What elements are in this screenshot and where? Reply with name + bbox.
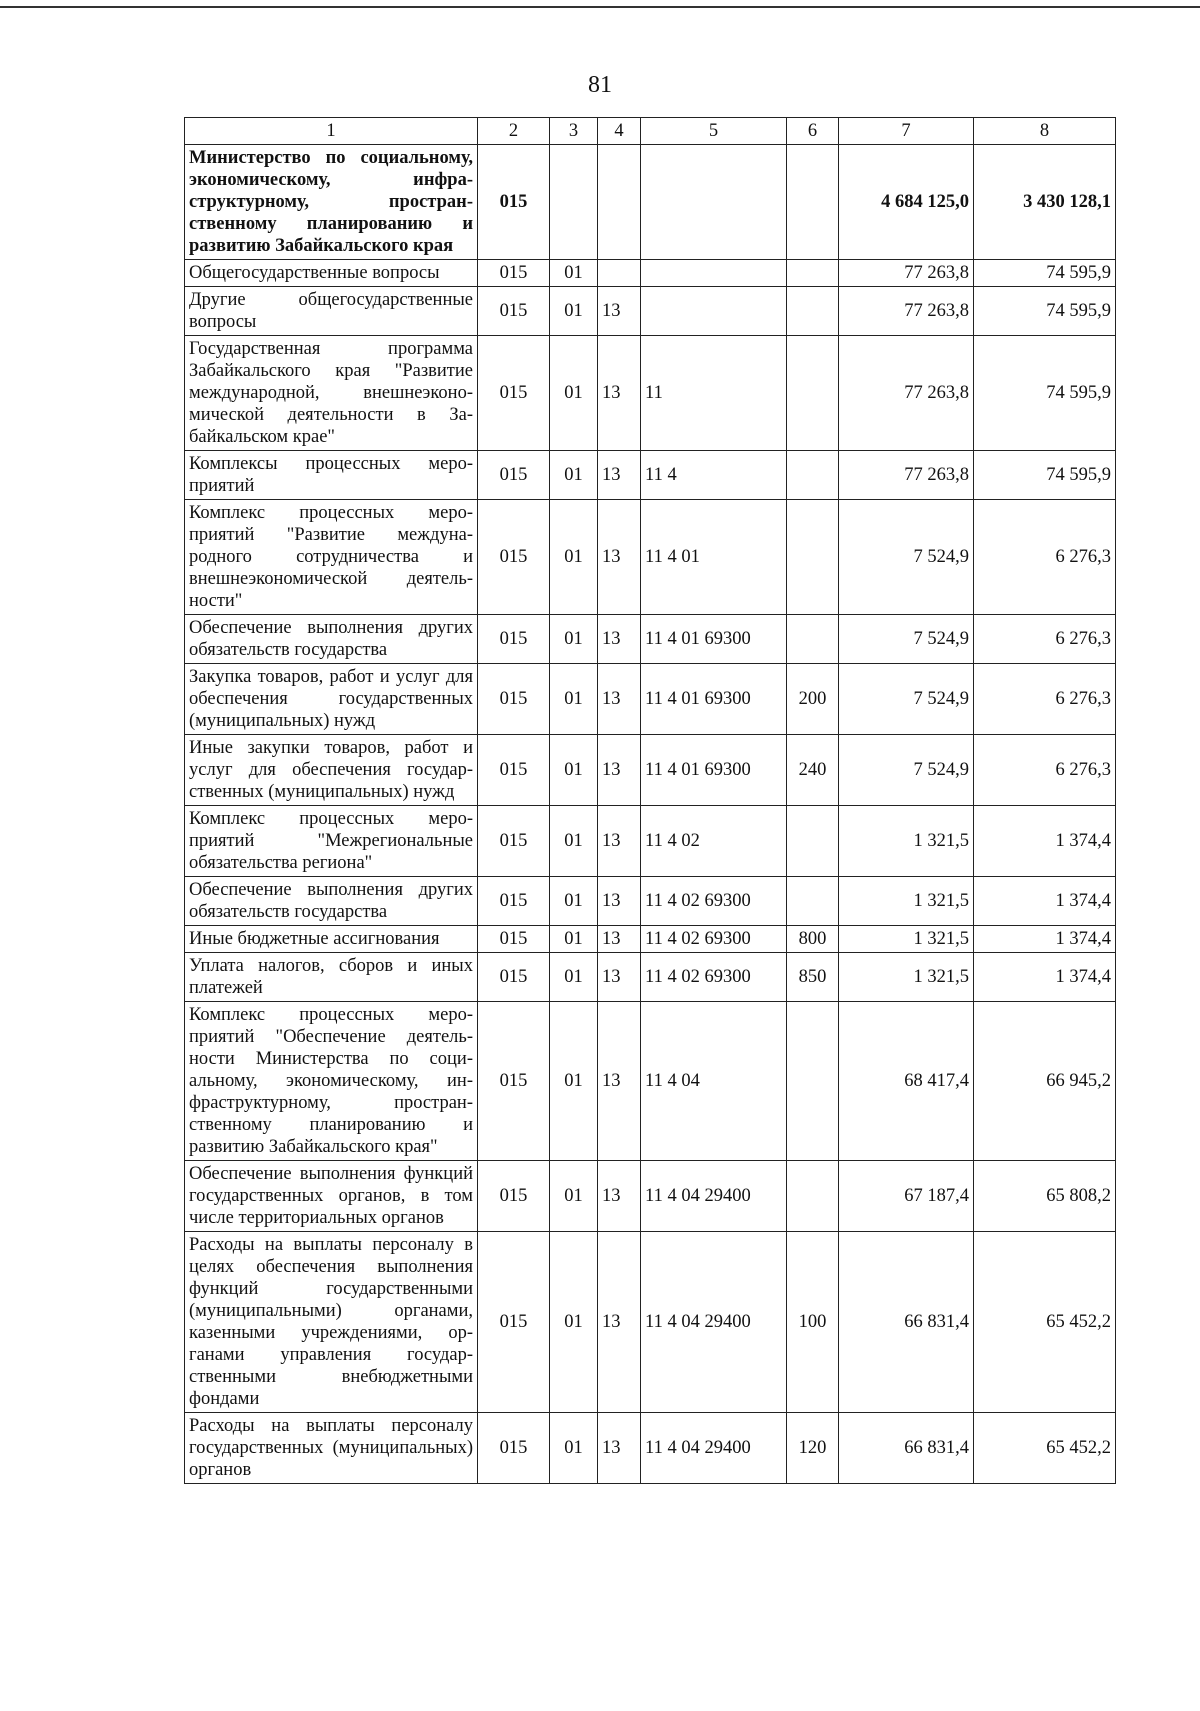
amount-year-2-cell: 74 595,9 <box>974 287 1116 336</box>
amount-year-2-cell: 1 374,4 <box>974 877 1116 926</box>
target-item-code-cell: 11 4 01 69300 <box>641 615 787 664</box>
item-name-cell: Комплекс процессных мероприятий "Обеспечение деятельности Министерства по социальному, экономическому, инфраструктурному, пространственному планированию и развитию Забайкальского края" <box>185 1002 478 1161</box>
target-item-code-cell: 11 <box>641 336 787 451</box>
target-item-code-cell: 11 4 02 69300 <box>641 877 787 926</box>
amount-year-1-cell: 68 417,4 <box>839 1002 974 1161</box>
column-number: 3 <box>550 118 598 145</box>
amount-year-1-cell: 1 321,5 <box>839 806 974 877</box>
subsection-code-cell: 13 <box>598 336 641 451</box>
amount-year-2-cell: 6 276,3 <box>974 615 1116 664</box>
target-item-code-cell: 11 4 01 69300 <box>641 735 787 806</box>
ministry-code-cell: 015 <box>478 451 550 500</box>
table-row <box>185 735 1116 806</box>
subsection-code-cell: 13 <box>598 500 641 615</box>
item-name-cell: Уплата налогов, сборов и иных платежей <box>185 953 478 1002</box>
section-code-cell: 01 <box>550 1413 598 1484</box>
ministry-code-cell: 015 <box>478 953 550 1002</box>
amount-year-1-cell: 1 321,5 <box>839 926 974 953</box>
amount-year-1-cell: 7 524,9 <box>839 735 974 806</box>
ministry-code-cell: 015 <box>478 1232 550 1413</box>
amount-year-1-cell: 67 187,4 <box>839 1161 974 1232</box>
table-row <box>185 615 1116 664</box>
item-name-cell: Комплексы процессных мероприятий <box>185 451 478 500</box>
target-item-code-cell: 11 4 01 <box>641 500 787 615</box>
table-row <box>185 336 1116 451</box>
amount-year-1-cell: 7 524,9 <box>839 615 974 664</box>
column-number: 6 <box>787 118 839 145</box>
table-row <box>185 877 1116 926</box>
column-number: 7 <box>839 118 974 145</box>
section-code-cell: 01 <box>550 1161 598 1232</box>
table-row <box>185 953 1116 1002</box>
table-row <box>185 260 1116 287</box>
amount-year-2-cell: 65 808,2 <box>974 1161 1116 1232</box>
ministry-code-cell: 015 <box>478 260 550 287</box>
section-code-cell: 01 <box>550 1232 598 1413</box>
target-item-code-cell: 11 4 04 29400 <box>641 1232 787 1413</box>
amount-year-1-cell: 77 263,8 <box>839 287 974 336</box>
amount-year-2-cell: 65 452,2 <box>974 1232 1116 1413</box>
item-name-cell: Комплекс процессных мероприятий "Межрегиональные обязательства региона" <box>185 806 478 877</box>
table-row <box>185 500 1116 615</box>
item-name-cell: Иные бюджетные ассигнования <box>185 926 478 953</box>
section-code-cell: 01 <box>550 615 598 664</box>
expense-type-code-cell <box>787 1161 839 1232</box>
item-name-cell: Расходы на выплаты персоналу в целях обеспечения выполнения функций государственными (муниципальными) органами, казенными учреждениями, органами управления государственными внебюджетными фондами <box>185 1232 478 1413</box>
section-code-cell: 01 <box>550 287 598 336</box>
section-code-cell: 01 <box>550 336 598 451</box>
section-code-cell: 01 <box>550 806 598 877</box>
section-code-cell: 01 <box>550 451 598 500</box>
section-code-cell: 01 <box>550 877 598 926</box>
table-row <box>185 1232 1116 1413</box>
item-name-cell: Другие общегосударственные вопросы <box>185 287 478 336</box>
amount-year-2-cell: 74 595,9 <box>974 260 1116 287</box>
expense-type-code-cell: 800 <box>787 926 839 953</box>
table-row <box>185 664 1116 735</box>
item-name-cell: Иные закупки товаров, работ и услуг для обеспечения государственных (муниципальных) нужд <box>185 735 478 806</box>
amount-year-1-cell: 77 263,8 <box>839 260 974 287</box>
table-row <box>185 1161 1116 1232</box>
amount-year-2-cell: 6 276,3 <box>974 664 1116 735</box>
item-name-cell: Государственная программа Забайкальского края "Развитие международной, внешнеэкономической деятельности в Забайкальском крае" <box>185 336 478 451</box>
item-name-cell: Обеспечение выполнения других обязательств государства <box>185 615 478 664</box>
item-name-cell: Закупка товаров, работ и услуг для обеспечения государственных (муниципальных) нужд <box>185 664 478 735</box>
subsection-code-cell: 13 <box>598 1002 641 1161</box>
subsection-code-cell: 13 <box>598 806 641 877</box>
ministry-code-cell: 015 <box>478 926 550 953</box>
expense-type-code-cell: 240 <box>787 735 839 806</box>
amount-year-1-cell: 77 263,8 <box>839 336 974 451</box>
ministry-code-cell: 015 <box>478 877 550 926</box>
subsection-code-cell <box>598 145 641 260</box>
table-row <box>185 1002 1116 1161</box>
amount-year-2-cell: 1 374,4 <box>974 953 1116 1002</box>
item-name-cell: Министерство по социальному, экономическому, инфраструктурному, пространственному планированию и развитию Забайкальского края <box>185 145 478 260</box>
table-row <box>185 451 1116 500</box>
amount-year-1-cell: 7 524,9 <box>839 664 974 735</box>
amount-year-2-cell: 66 945,2 <box>974 1002 1116 1161</box>
expense-type-code-cell <box>787 877 839 926</box>
target-item-code-cell: 11 4 02 69300 <box>641 926 787 953</box>
section-code-cell: 01 <box>550 735 598 806</box>
amount-year-2-cell: 65 452,2 <box>974 1413 1116 1484</box>
amount-year-2-cell: 1 374,4 <box>974 806 1116 877</box>
column-number: 4 <box>598 118 641 145</box>
amount-year-1-cell: 1 321,5 <box>839 953 974 1002</box>
expense-type-code-cell <box>787 336 839 451</box>
amount-year-1-cell: 66 831,4 <box>839 1232 974 1413</box>
item-name-cell: Общегосударственные вопросы <box>185 260 478 287</box>
expense-type-code-cell <box>787 287 839 336</box>
target-item-code-cell: 11 4 04 29400 <box>641 1413 787 1484</box>
subsection-code-cell: 13 <box>598 1413 641 1484</box>
budget-table <box>184 117 1116 1484</box>
table-row <box>185 287 1116 336</box>
subsection-code-cell: 13 <box>598 1232 641 1413</box>
subsection-code-cell: 13 <box>598 287 641 336</box>
ministry-code-cell: 015 <box>478 336 550 451</box>
amount-year-2-cell: 1 374,4 <box>974 926 1116 953</box>
column-number: 8 <box>974 118 1116 145</box>
target-item-code-cell: 11 4 02 69300 <box>641 953 787 1002</box>
target-item-code-cell <box>641 287 787 336</box>
page-number: 81 <box>588 72 612 98</box>
expense-type-code-cell <box>787 260 839 287</box>
ministry-code-cell: 015 <box>478 735 550 806</box>
section-code-cell: 01 <box>550 926 598 953</box>
amount-year-1-cell: 7 524,9 <box>839 500 974 615</box>
subsection-code-cell: 13 <box>598 615 641 664</box>
column-number-row <box>185 118 1116 145</box>
section-code-cell: 01 <box>550 664 598 735</box>
ministry-code-cell: 015 <box>478 1002 550 1161</box>
section-code-cell <box>550 145 598 260</box>
expense-type-code-cell: 200 <box>787 664 839 735</box>
ministry-code-cell: 015 <box>478 145 550 260</box>
target-item-code-cell: 11 4 04 <box>641 1002 787 1161</box>
ministry-code-cell: 015 <box>478 806 550 877</box>
subsection-code-cell: 13 <box>598 926 641 953</box>
column-number: 5 <box>641 118 787 145</box>
amount-year-1-cell: 4 684 125,0 <box>839 145 974 260</box>
item-name-cell: Комплекс процессных мероприятий "Развитие международного сотрудничества и внешнеэкономической деятельности" <box>185 500 478 615</box>
item-name-cell: Расходы на выплаты персоналу государственных (муниципальных) органов <box>185 1413 478 1484</box>
target-item-code-cell: 11 4 02 <box>641 806 787 877</box>
subsection-code-cell: 13 <box>598 953 641 1002</box>
ministry-code-cell: 015 <box>478 500 550 615</box>
expense-type-code-cell: 850 <box>787 953 839 1002</box>
expense-type-code-cell <box>787 145 839 260</box>
ministry-code-cell: 015 <box>478 1161 550 1232</box>
target-item-code-cell <box>641 260 787 287</box>
section-code-cell: 01 <box>550 260 598 287</box>
subsection-code-cell: 13 <box>598 877 641 926</box>
ministry-code-cell: 015 <box>478 287 550 336</box>
ministry-code-cell: 015 <box>478 664 550 735</box>
expense-type-code-cell: 100 <box>787 1232 839 1413</box>
amount-year-2-cell: 6 276,3 <box>974 735 1116 806</box>
target-item-code-cell <box>641 145 787 260</box>
target-item-code-cell: 11 4 04 29400 <box>641 1161 787 1232</box>
top-rule <box>0 6 1200 8</box>
amount-year-2-cell: 3 430 128,1 <box>974 145 1116 260</box>
table-row <box>185 1413 1116 1484</box>
target-item-code-cell: 11 4 <box>641 451 787 500</box>
table-row <box>185 806 1116 877</box>
amount-year-1-cell: 77 263,8 <box>839 451 974 500</box>
item-name-cell: Обеспечение выполнения функций государственных органов, в том числе территориальных органов <box>185 1161 478 1232</box>
ministry-code-cell: 015 <box>478 615 550 664</box>
subsection-code-cell: 13 <box>598 735 641 806</box>
expense-type-code-cell <box>787 1002 839 1161</box>
section-code-cell: 01 <box>550 500 598 615</box>
expense-type-code-cell <box>787 806 839 877</box>
subsection-code-cell <box>598 260 641 287</box>
amount-year-2-cell: 74 595,9 <box>974 451 1116 500</box>
amount-year-1-cell: 1 321,5 <box>839 877 974 926</box>
expense-type-code-cell: 120 <box>787 1413 839 1484</box>
subsection-code-cell: 13 <box>598 664 641 735</box>
subsection-code-cell: 13 <box>598 1161 641 1232</box>
ministry-code-cell: 015 <box>478 1413 550 1484</box>
section-code-cell: 01 <box>550 953 598 1002</box>
section-code-cell: 01 <box>550 1002 598 1161</box>
target-item-code-cell: 11 4 01 69300 <box>641 664 787 735</box>
expense-type-code-cell <box>787 451 839 500</box>
column-number: 2 <box>478 118 550 145</box>
subsection-code-cell: 13 <box>598 451 641 500</box>
amount-year-2-cell: 6 276,3 <box>974 500 1116 615</box>
table-row <box>185 145 1116 260</box>
amount-year-1-cell: 66 831,4 <box>839 1413 974 1484</box>
amount-year-2-cell: 74 595,9 <box>974 336 1116 451</box>
table-row <box>185 926 1116 953</box>
expense-type-code-cell <box>787 500 839 615</box>
column-number: 1 <box>185 118 478 145</box>
expense-type-code-cell <box>787 615 839 664</box>
item-name-cell: Обеспечение выполнения других обязательств государства <box>185 877 478 926</box>
